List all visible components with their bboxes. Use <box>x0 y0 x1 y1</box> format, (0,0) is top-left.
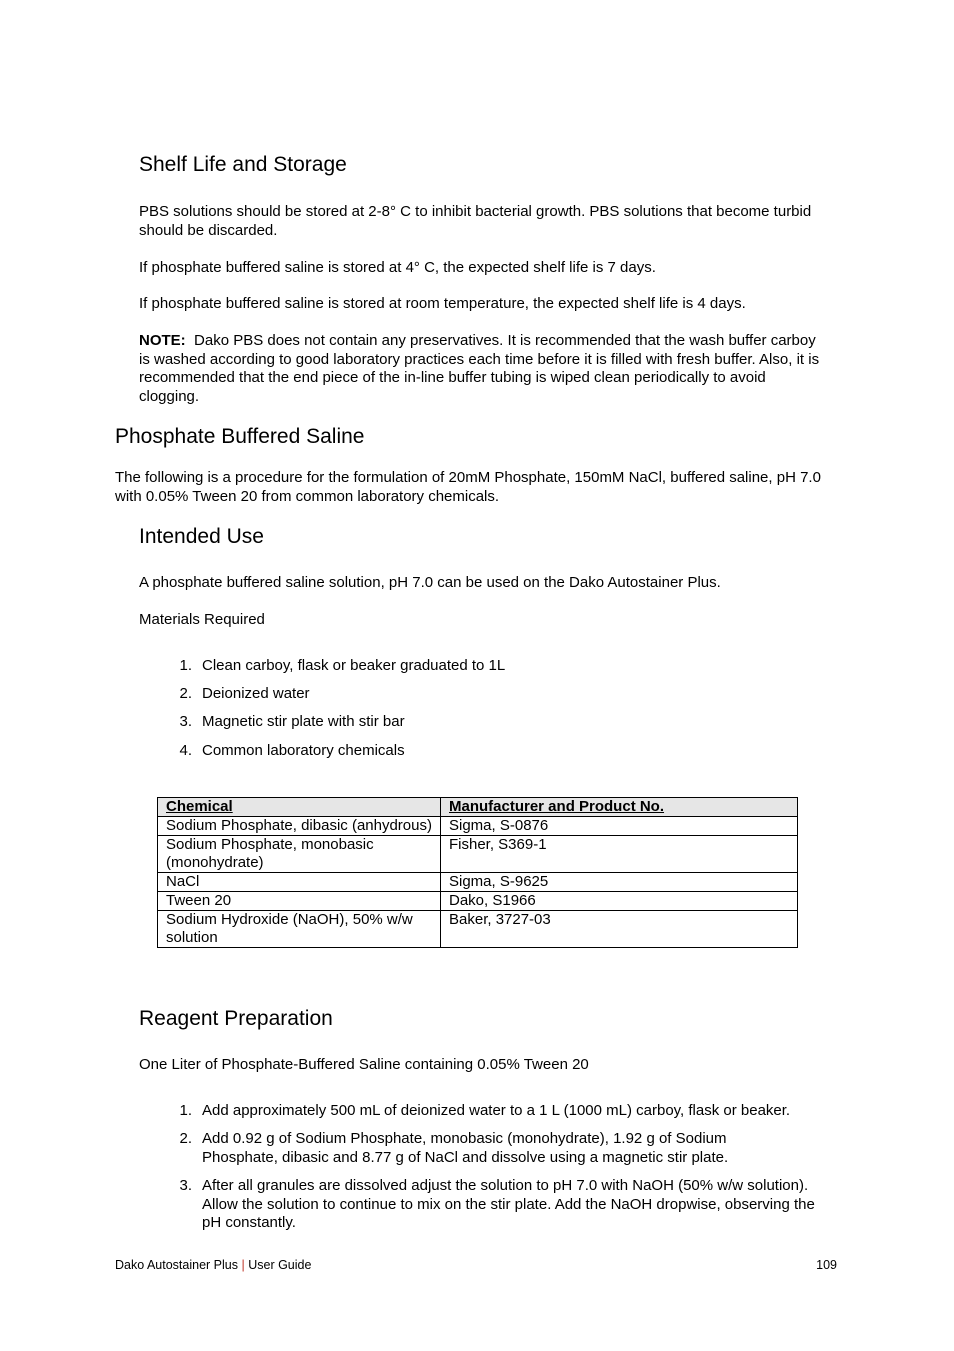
table-row <box>158 892 798 911</box>
table-cell-manufacturer: Sigma, S-9625 <box>441 873 798 892</box>
materials-label: Materials Required <box>139 611 265 628</box>
table-cell-chemical: Tween 20 <box>158 892 441 911</box>
list-number: 2. <box>179 685 192 702</box>
section-heading-pbs: Phosphate Buffered Saline <box>115 425 365 448</box>
shelf-paragraph-2: If phosphate buffered saline is stored at 4° C, the expected shelf life is 7 days. <box>139 259 656 276</box>
table-header-row <box>158 798 798 817</box>
list-text: After all granules are dissolved adjust the solution to pH 7.0 with NaOH (50% w/w solution). Allow the solution to continue to mix on the stir plate. Add the NaOH dropwise, observing the pH constantly. <box>202 1177 815 1232</box>
table-cell-chemical: Sodium Hydroxide (NaOH), 50% w/w solution <box>158 911 441 948</box>
footer-title <box>115 1258 311 1272</box>
table-cell-manufacturer: Fisher, S369-1 <box>441 836 798 873</box>
list-number: 1. <box>179 1102 192 1119</box>
table-header-manufacturer: Manufacturer and Product No. <box>441 798 798 817</box>
table-cell-manufacturer: Baker, 3727-03 <box>441 911 798 948</box>
list-number: 1. <box>179 657 192 674</box>
table-cell-chemical: Sodium Phosphate, dibasic (anhydrous) <box>158 817 441 836</box>
list-number: 3. <box>179 713 192 730</box>
list-text: Deionized water <box>202 685 310 702</box>
section-heading-reagent-preparation: Reagent Preparation <box>139 1007 333 1030</box>
list-number: 2. <box>179 1130 192 1147</box>
footer-product: Dako Autostainer Plus <box>115 1258 238 1272</box>
table-cell-manufacturer: Dako, S1966 <box>441 892 798 911</box>
list-text: Clean carboy, flask or beaker graduated to 1L <box>202 657 506 674</box>
table-header-chemical: Chemical <box>158 798 441 817</box>
table-row <box>158 911 798 948</box>
chemicals-table <box>157 797 798 948</box>
table-cell-chemical: NaCl <box>158 873 441 892</box>
intended-use-paragraph: A phosphate buffered saline solution, pH 7.0 can be used on the Dako Autostainer Plus. <box>139 574 721 591</box>
list-text: Magnetic stir plate with stir bar <box>202 713 405 730</box>
note-label: NOTE: <box>139 332 186 349</box>
note-text: Dako PBS does not contain any preservatives. It is recommended that the wash buffer carboy is washed according to good laboratory practices each time before it is filled with fresh buffer. Also, it is recommended that the end piece of the in-line buffer tubing is wiped clean periodically to avoid clogging. <box>139 332 820 405</box>
table-row <box>158 836 798 873</box>
table-row <box>158 817 798 836</box>
list-number: 3. <box>179 1177 192 1194</box>
footer-guide: User Guide <box>248 1258 312 1272</box>
table-cell-chemical: Sodium Phosphate, monobasic (monohydrate) <box>158 836 441 873</box>
note-paragraph <box>139 332 824 406</box>
page-number: 109 <box>816 1258 837 1272</box>
shelf-paragraph-1: PBS solutions should be stored at 2-8° C to inhibit bacterial growth. PBS solutions that become turbid should be discarded. <box>139 203 812 239</box>
section-heading-intended-use: Intended Use <box>139 525 264 548</box>
list-number: 4. <box>179 742 192 759</box>
list-text: Add approximately 500 mL of deionized water to a 1 L (1000 mL) carboy, flask or beaker. <box>202 1102 791 1119</box>
table-cell-manufacturer: Sigma, S-0876 <box>441 817 798 836</box>
list-text: Common laboratory chemicals <box>202 742 405 759</box>
pbs-intro: The following is a procedure for the formulation of 20mM Phosphate, 150mM NaCl, buffered saline, pH 7.0 with 0.05% Tween 20 from common laboratory chemicals. <box>115 469 821 505</box>
shelf-paragraph-3: If phosphate buffered saline is stored at room temperature, the expected shelf life is 4 days. <box>139 295 746 312</box>
section-heading-shelf-life: Shelf Life and Storage <box>139 153 347 176</box>
reagent-subtitle: One Liter of Phosphate-Buffered Saline containing 0.05% Tween 20 <box>139 1056 589 1073</box>
footer-separator: | <box>241 1258 245 1272</box>
table-row <box>158 873 798 892</box>
list-text: Add 0.92 g of Sodium Phosphate, monobasic (monohydrate), 1.92 g of Sodium Phosphate, dibasic and 8.77 g of NaCl and dissolve using a magnetic stir plate. <box>202 1130 729 1166</box>
